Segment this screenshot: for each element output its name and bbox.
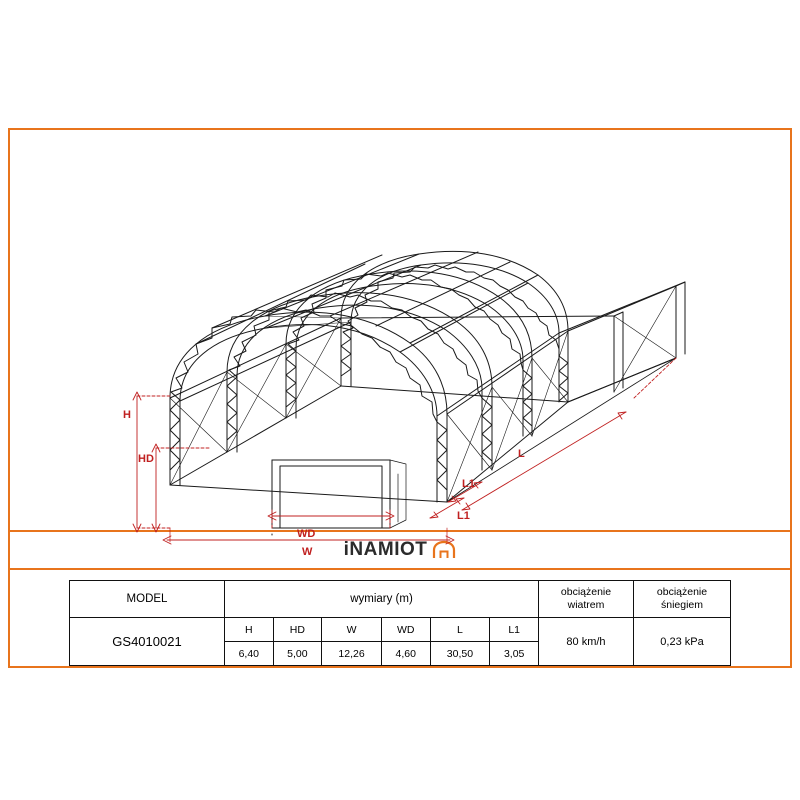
label-L1-alt: L1 [462, 478, 475, 490]
longitudinal-members [170, 252, 568, 502]
tent-house-icon [432, 540, 456, 560]
label-W: W [302, 546, 313, 558]
brand-name: iNAMIOT [343, 539, 428, 561]
th-wind-line2: wiatrem [567, 599, 605, 611]
label-HD: HD [138, 453, 154, 465]
label-L1: L1 [457, 510, 470, 522]
th-model: MODEL [70, 581, 225, 618]
label-WD: WD [297, 528, 316, 540]
th-dimensions: wymiary (m) [225, 581, 539, 618]
th-dim-HD: HD [273, 618, 322, 642]
th-dim-WD: WD [381, 618, 430, 642]
cell-dim-L: 30,50 [430, 642, 490, 666]
cell-dim-L1: 3,05 [490, 642, 539, 666]
spec-sheet [8, 128, 792, 668]
spec-table [69, 580, 731, 666]
arch-4-rear [341, 251, 568, 402]
th-snow-line2: śniegiem [660, 599, 704, 611]
th-wind-line1: obciążenie [560, 585, 612, 598]
th-dim-L1: L1 [490, 618, 539, 642]
cell-dim-H: 6,40 [225, 642, 274, 666]
th-dim-W: W [322, 618, 382, 642]
th-dim-H: H [225, 618, 274, 642]
th-snow [634, 581, 731, 618]
label-L: L [518, 448, 525, 460]
th-wind [539, 581, 634, 618]
dimension-lines [133, 358, 676, 544]
label-H: H [123, 409, 131, 421]
cell-dim-HD: 5,00 [273, 642, 322, 666]
arch-3 [286, 271, 532, 436]
ground-lines [170, 358, 676, 502]
cell-dim-WD: 4,60 [381, 642, 430, 666]
th-snow-line1: obciążenie [656, 585, 708, 598]
cell-snow-value: 0,23 kPa [634, 618, 731, 666]
table-row-subheader [70, 618, 731, 642]
rear-bay-framing [341, 282, 685, 402]
cell-dim-W: 12,26 [322, 642, 382, 666]
th-dim-L: L [430, 618, 490, 642]
spec-table-wrap [10, 570, 790, 666]
gate-panel [390, 460, 406, 528]
cell-wind-value: 80 km/h [539, 618, 634, 666]
brand-band [10, 532, 790, 570]
cell-model-value: GS4010021 [70, 618, 225, 666]
table-row-header [70, 581, 731, 618]
